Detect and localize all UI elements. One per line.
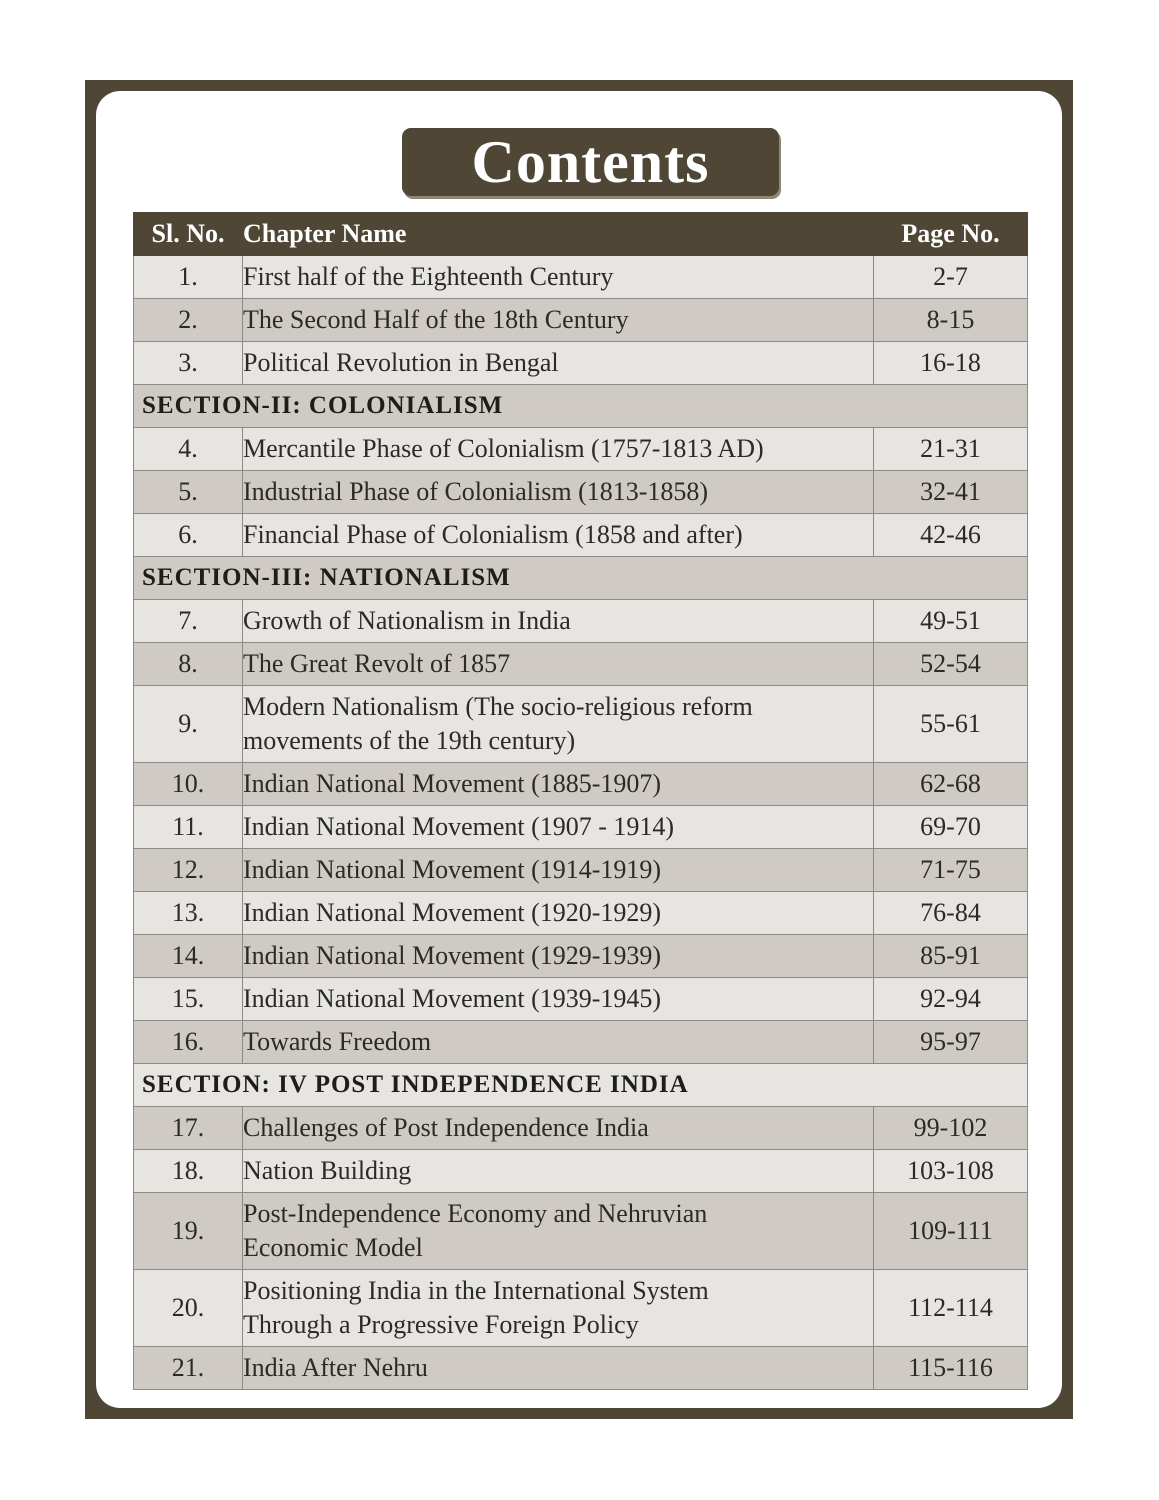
section-heading: SECTION-III: NATIONALISM: [134, 557, 1028, 600]
page-range: 52-54: [874, 643, 1028, 686]
chapter-number: 11.: [134, 806, 243, 849]
page-range: 55-61: [874, 686, 1028, 763]
table-row: [134, 1270, 1028, 1347]
chapter-name-line: India After Nehru: [243, 1353, 428, 1382]
chapter-name-line: The Great Revolt of 1857: [243, 649, 511, 678]
table-row: [134, 892, 1028, 935]
table-row: [134, 763, 1028, 806]
chapter-name-line: Growth of Nationalism in India: [243, 606, 571, 635]
chapter-name-line: movements of the 19th century): [243, 726, 576, 755]
chapter-name: [243, 978, 874, 1021]
title-banner: [402, 128, 779, 196]
chapter-name: [243, 763, 874, 806]
chapter-name: [243, 806, 874, 849]
header-page-no: Page No.: [874, 213, 1028, 256]
table-row: [134, 299, 1028, 342]
chapter-name-line: Positioning India in the International System: [243, 1276, 709, 1305]
chapter-name-line: Economic Model: [243, 1233, 423, 1262]
chapter-name-line: Indian National Movement (1907 - 1914): [243, 812, 675, 841]
chapter-name: [243, 892, 874, 935]
chapter-name: [243, 1150, 874, 1193]
contents-table: [133, 212, 1028, 1390]
page-range: 112-114: [874, 1270, 1028, 1347]
table-row: [134, 471, 1028, 514]
chapter-number: 13.: [134, 892, 243, 935]
chapter-name: [243, 935, 874, 978]
chapter-name: [243, 514, 874, 557]
chapter-number: 17.: [134, 1107, 243, 1150]
page-range: 71-75: [874, 849, 1028, 892]
chapter-name: [243, 849, 874, 892]
section-heading: SECTION: IV POST INDEPENDENCE INDIA: [134, 1064, 1028, 1107]
chapter-name: [243, 342, 874, 385]
table-row: [134, 1193, 1028, 1270]
chapter-name-line: Financial Phase of Colonialism (1858 and after): [243, 520, 743, 549]
page-range: 76-84: [874, 892, 1028, 935]
page-range: 103-108: [874, 1150, 1028, 1193]
chapter-number: 5.: [134, 471, 243, 514]
chapter-number: 7.: [134, 600, 243, 643]
chapter-number: 1.: [134, 256, 243, 299]
chapter-name-line: Indian National Movement (1939-1945): [243, 984, 662, 1013]
chapter-number: 16.: [134, 1021, 243, 1064]
chapter-number: 8.: [134, 643, 243, 686]
chapter-number: 21.: [134, 1347, 243, 1390]
table-body: [134, 256, 1028, 1390]
chapter-number: 6.: [134, 514, 243, 557]
chapter-name-line: Political Revolution in Bengal: [243, 348, 559, 377]
chapter-number: 15.: [134, 978, 243, 1021]
page-range: 21-31: [874, 428, 1028, 471]
page-range: 49-51: [874, 600, 1028, 643]
table-row: [134, 1107, 1028, 1150]
page-range: 62-68: [874, 763, 1028, 806]
chapter-name-line: Nation Building: [243, 1156, 412, 1185]
chapter-name: [243, 1193, 874, 1270]
chapter-name-line: Mercantile Phase of Colonialism (1757-1813 AD): [243, 434, 764, 463]
chapter-number: 14.: [134, 935, 243, 978]
chapter-name-line: Industrial Phase of Colonialism (1813-1858): [243, 477, 709, 506]
chapter-name-line: Modern Nationalism (The socio-religious reform: [243, 692, 753, 721]
chapter-name: [243, 686, 874, 763]
table-row: [134, 1021, 1028, 1064]
chapter-number: 20.: [134, 1270, 243, 1347]
chapter-number: 12.: [134, 849, 243, 892]
page-range: 2-7: [874, 256, 1028, 299]
page-range: 115-116: [874, 1347, 1028, 1390]
chapter-number: 2.: [134, 299, 243, 342]
chapter-name: [243, 643, 874, 686]
chapter-name-line: Indian National Movement (1929-1939): [243, 941, 662, 970]
chapter-name-line: Towards Freedom: [243, 1027, 432, 1056]
page-range: 69-70: [874, 806, 1028, 849]
chapter-name-line: Through a Progressive Foreign Policy: [243, 1310, 639, 1339]
table-row: [134, 600, 1028, 643]
section-row: [134, 557, 1028, 600]
chapter-name: [243, 471, 874, 514]
page-range: 109-111: [874, 1193, 1028, 1270]
chapter-name: [243, 600, 874, 643]
header-chapter-name: Chapter Name: [243, 213, 874, 256]
chapter-name-line: The Second Half of the 18th Century: [243, 305, 629, 334]
chapter-name: [243, 299, 874, 342]
chapter-number: 9.: [134, 686, 243, 763]
chapter-name-line: Indian National Movement (1914-1919): [243, 855, 662, 884]
chapter-name: [243, 1107, 874, 1150]
table-row: [134, 935, 1028, 978]
chapter-number: 10.: [134, 763, 243, 806]
table-row: [134, 643, 1028, 686]
table-row: [134, 806, 1028, 849]
table-row: [134, 342, 1028, 385]
section-row: [134, 1064, 1028, 1107]
page-title: Contents: [471, 129, 710, 195]
page-range: 85-91: [874, 935, 1028, 978]
table-header-row: [134, 213, 1028, 256]
table-row: [134, 428, 1028, 471]
table-row: [134, 256, 1028, 299]
page-range: 99-102: [874, 1107, 1028, 1150]
table-row: [134, 514, 1028, 557]
chapter-name-line: Indian National Movement (1920-1929): [243, 898, 662, 927]
page-range: 16-18: [874, 342, 1028, 385]
table-row: [134, 686, 1028, 763]
page-range: 42-46: [874, 514, 1028, 557]
page-range: 8-15: [874, 299, 1028, 342]
content-panel: [96, 91, 1062, 1408]
chapter-name-line: Indian National Movement (1885-1907): [243, 769, 662, 798]
chapter-name: [243, 1270, 874, 1347]
section-row: [134, 385, 1028, 428]
chapter-number: 3.: [134, 342, 243, 385]
table-row: [134, 1150, 1028, 1193]
chapter-number: 18.: [134, 1150, 243, 1193]
page-frame: [85, 80, 1073, 1419]
table-row: [134, 849, 1028, 892]
chapter-name: [243, 1347, 874, 1390]
table-row: [134, 1347, 1028, 1390]
chapter-name: [243, 256, 874, 299]
header-sl-no: Sl. No.: [134, 213, 243, 256]
chapter-name-line: Post-Independence Economy and Nehruvian: [243, 1199, 708, 1228]
page-range: 32-41: [874, 471, 1028, 514]
chapter-number: 4.: [134, 428, 243, 471]
chapter-name-line: Challenges of Post Independence India: [243, 1113, 649, 1142]
table-row: [134, 978, 1028, 1021]
page-range: 92-94: [874, 978, 1028, 1021]
chapter-number: 19.: [134, 1193, 243, 1270]
chapter-name: [243, 1021, 874, 1064]
section-heading: SECTION-II: COLONIALISM: [134, 385, 1028, 428]
page-range: 95-97: [874, 1021, 1028, 1064]
chapter-name: [243, 428, 874, 471]
chapter-name-line: First half of the Eighteenth Century: [243, 262, 614, 291]
